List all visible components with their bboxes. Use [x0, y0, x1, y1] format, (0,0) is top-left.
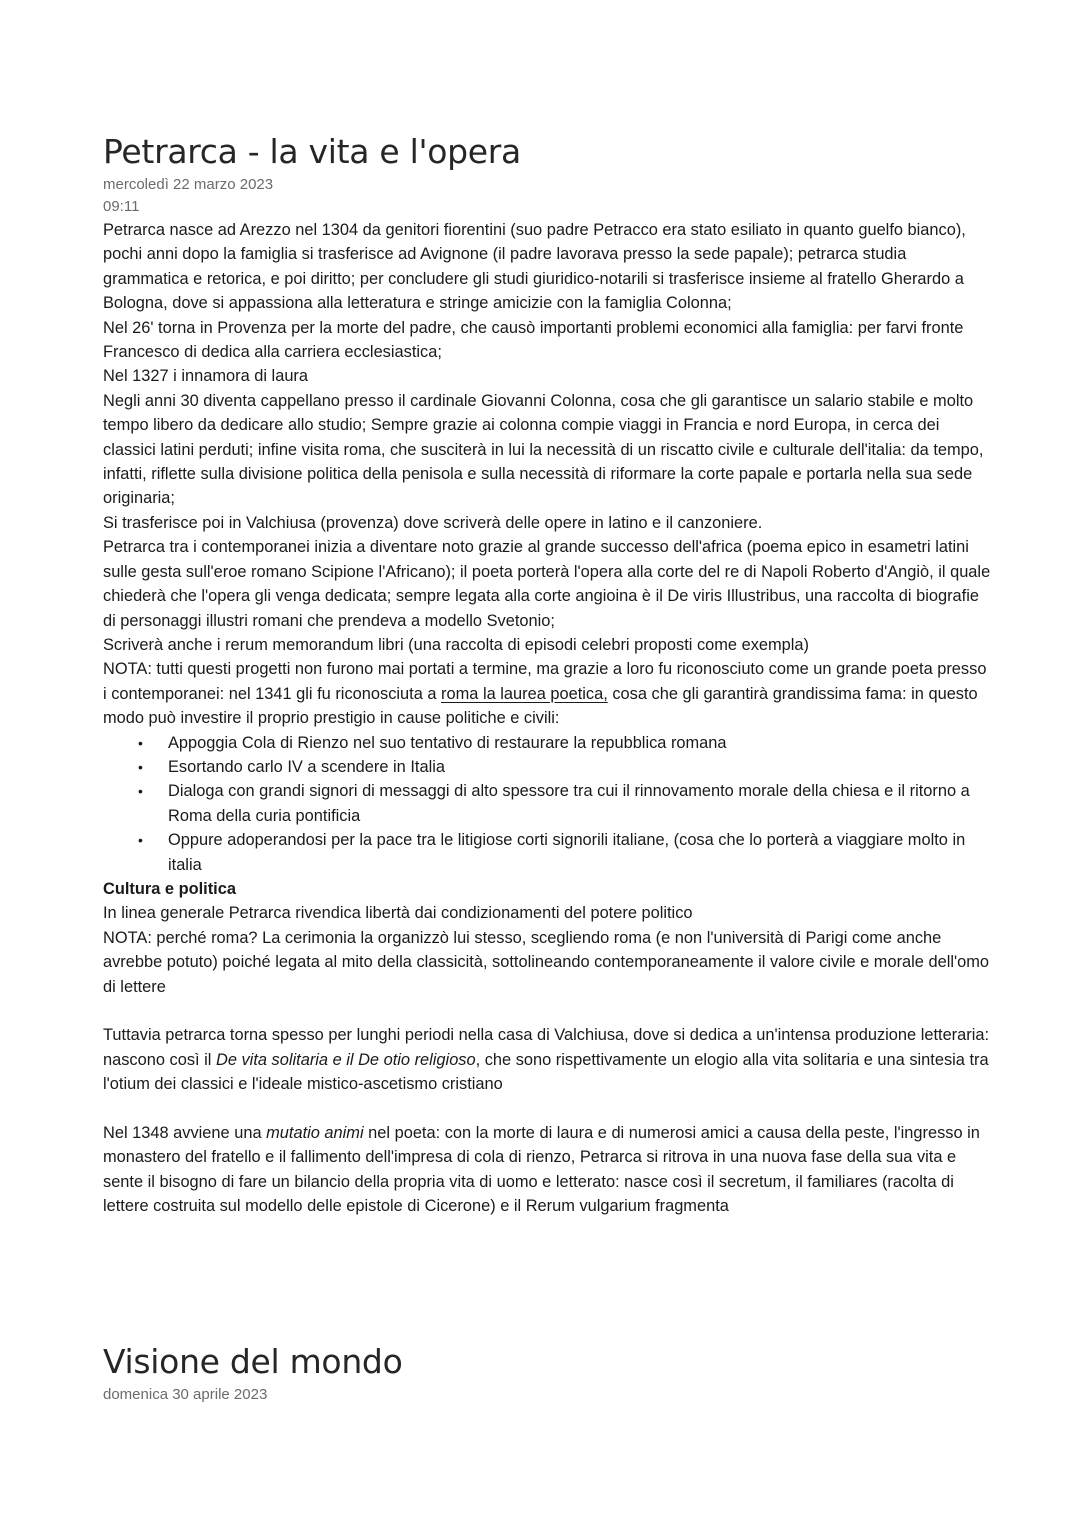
bullet-icon: • [138, 734, 143, 751]
text-run: Tuttavia petrarca torna spesso per lunghi periodi nella casa di Valchiusa, dove si dedica a un'intensa produzione letteraria: nascono così il [103, 1026, 990, 1069]
list-item [103, 755, 993, 779]
bullet-icon: • [138, 832, 143, 849]
list-item [103, 828, 993, 877]
italic-text: mutatio animi [266, 1124, 364, 1142]
note-page [103, 130, 993, 1219]
text-run: , che sono rispettivamente un elogio alla vita solitaria e una sintesia tra l'otium dei classici e l'ideale mistico-ascetismo cristiano [103, 1050, 989, 1094]
text-run: Nel 1348 avviene una [103, 1124, 267, 1142]
paragraph: Petrarca tra i contemporanei inizia a diventare noto grazie al grande successo dell'africa (poema epico in esametri latini sulle gesta sull'eroe romano Scipione l'Africano); il poeta porterà l'opera alla corte del re di Napoli Roberto d'Angiò, il quale chiederà che l'opera gli venga dedicata; sempre legata alla corte angioina è il De viris Illustribus, una raccolta di biografie di personaggi illustri romani che prendeva a modello Svetonio; [103, 538, 991, 630]
text-run: nel poeta: con la morte di laura e di numerosi amici a causa della peste, l'ingresso in monastero del fratello e il fallimento dell'impresa di cola di rienzo, Petrarca si ritrova in una nuova fase della sua vita e sente il bisogno di fare un bilancio della propria vita di uomo e letterato: nasce così il secretum, il familiares (racolta di lettere costruita sul modello delle epistole di Cicerone) e il Rerum vulgarium fragmenta [103, 1124, 980, 1216]
bullet-list [103, 731, 993, 877]
second-note [103, 1340, 993, 1406]
page-title: Petrarca - la vita e l'opera [103, 132, 521, 171]
paragraph: NOTA: perché roma? La cerimonia la organizzò lui stesso, scegliendo roma (e non l'università di Parigi come anche avrebbe potuto) poiché legata al mito della classicità, sottolineando contemporaneamente il valore civile e morale dell'omo di lettere [103, 928, 989, 996]
bullet-icon: • [138, 783, 143, 800]
list-item [103, 731, 993, 755]
list-item [103, 779, 993, 828]
paragraph: Scriverà anche i rerum memorandum libri (una raccolta di episodi celebri proposti come exempla) [103, 635, 810, 654]
paragraph: In linea generale Petrarca rivendica libertà dai condizionamenti del potere politico [103, 904, 693, 923]
bullet-icon: • [138, 758, 143, 775]
text-run: NOTA: tutti questi progetti non furono mai portati a termine, ma grazie a loro fu riconosciuto come un grande poeta presso i contemporanei: nel 1341 gli fu riconosciuta a [103, 660, 987, 703]
paragraph: Nel 1327 i innamora di laura [103, 367, 309, 386]
paragraph: Petrarca nasce ad Arezzo nel 1304 da genitori fiorentini (suo padre Petracco era stato esiliato in quanto guelfo bianco), pochi anni dopo la famiglia si trasferisce ad Avignone (il padre lavorava presso la sede papale); petrarca studia grammatica e retorica, e poi diritto; per concludere gli studi giuridico-notarili si trasferisce insieme al fratello Gherardo a Bologna, dove si appassiona alla letteratura e stringe amicizie con la famiglia Colonna; [103, 221, 966, 313]
paragraph: Si trasferisce poi in Valchiusa (provenza) dove scriverà delle opere in latino e il canzoniere. [103, 513, 763, 532]
blank-line [103, 1097, 993, 1121]
paragraph [103, 1121, 993, 1219]
paragraph [103, 1023, 993, 1096]
paragraph: Negli anni 30 diventa cappellano presso il cardinale Giovanni Colonna, cosa che gli garantisce un salario stabile e molto tempo libero da dedicare allo studio; Sempre grazie ai colonna compie viaggi in Francia e nord Europa, in cerca dei classici latini perduti; infine visita roma, che susciterà in lui la necessità di un riscatto civile e culturale dell'italia: da tempo, infatti, riflette sulla divisione politica della penisola e sulla necessità di riformare la corte papale e portarla nella sua sede originaria; [103, 391, 984, 508]
note-time: 09:11 [103, 198, 140, 215]
paragraph [103, 657, 993, 730]
text-run: cosa che gli garantirà grandissima fama: in questo modo può investire il proprio prestigio in cause politiche e civili: [103, 684, 978, 728]
section-heading: Cultura e politica [103, 879, 236, 898]
underlined-text: roma la laurea poetica, [441, 684, 608, 703]
list-item-text: Oppure adoperandosi per la pace tra le litigiose corti signorili italiane, (cosa che lo porterà a viaggiare molto in italia [168, 831, 966, 874]
note-date: mercoledì 22 marzo 2023 [103, 176, 274, 193]
paragraph: Nel 26' torna in Provenza per la morte del padre, che causò importanti problemi economici alla famiglia: per farvi fronte Francesco di dedica alla carriera ecclesiastica; [103, 318, 964, 362]
second-note-date: domenica 30 aprile 2023 [103, 1386, 268, 1403]
second-note-title: Visione del mondo [103, 1342, 403, 1381]
note-body [103, 218, 993, 1219]
list-item-text: Appoggia Cola di Rienzo nel suo tentativo di restaurare la repubblica romana [168, 733, 727, 752]
italic-text: De vita solitaria e il De otio religioso [215, 1050, 476, 1069]
list-item-text: Esortando carlo IV a scendere in Italia [168, 757, 445, 776]
list-item-text: Dialoga con grandi signori di messaggi di alto spessore tra cui il rinnovamento morale della chiesa e il ritorno a Roma della curia pontificia [168, 782, 970, 825]
blank-line [103, 999, 993, 1023]
